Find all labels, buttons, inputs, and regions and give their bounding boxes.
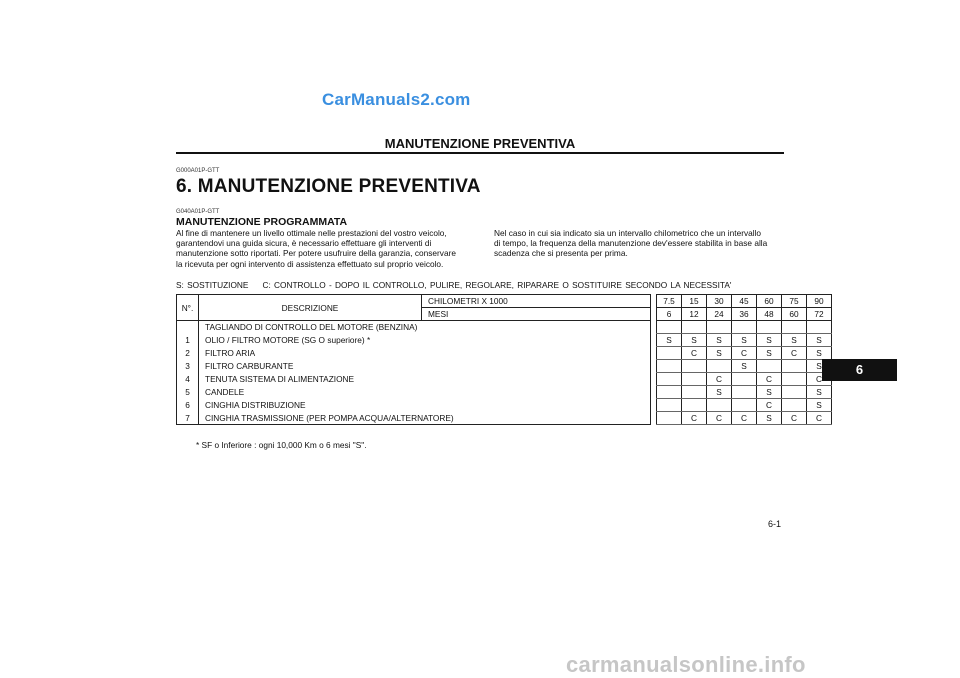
schedule-cell: C bbox=[682, 412, 707, 425]
month-interval: 36 bbox=[732, 308, 757, 321]
schedule-cell: C bbox=[732, 347, 757, 360]
legend-c: C: CONTROLLO - DOPO IL CONTROLLO, PULIRE, REGOLARE, RIPARARE O SOSTITUIRE SECONDO LA NECESSITA' bbox=[262, 280, 732, 290]
col-header-number: N°. bbox=[177, 295, 199, 321]
header-divider bbox=[176, 152, 784, 154]
km-interval: 30 bbox=[707, 295, 732, 308]
schedule-cell: S bbox=[732, 334, 757, 347]
schedule-cell bbox=[732, 399, 757, 412]
table-row bbox=[177, 412, 832, 425]
schedule-cell: S bbox=[782, 334, 807, 347]
row-number bbox=[177, 321, 199, 334]
schedule-cell: C bbox=[757, 373, 782, 386]
schedule-cell bbox=[682, 399, 707, 412]
schedule-cell: C bbox=[707, 373, 732, 386]
intro-left-line: manutenzione sotto riportati. Per potere usufruire della garanzia, conservare bbox=[176, 248, 456, 259]
schedule-cell bbox=[782, 399, 807, 412]
km-interval: 45 bbox=[732, 295, 757, 308]
schedule-cell bbox=[782, 373, 807, 386]
schedule-cell bbox=[682, 386, 707, 399]
schedule-cell bbox=[782, 321, 807, 334]
row-number: 5 bbox=[177, 386, 199, 399]
row-description: CINGHIA TRASMISSIONE (PER POMPA ACQUA/ALTERNATORE) bbox=[199, 412, 651, 425]
table-row bbox=[177, 399, 832, 412]
schedule-cell bbox=[657, 386, 682, 399]
km-interval: 7.5 bbox=[657, 295, 682, 308]
schedule-cell bbox=[757, 360, 782, 373]
row-description: FILTRO ARIA bbox=[199, 347, 651, 360]
page-header-title: MANUTENZIONE PREVENTIVA bbox=[384, 136, 576, 151]
month-interval: 24 bbox=[707, 308, 732, 321]
row-description: CANDELE bbox=[199, 386, 651, 399]
legend bbox=[176, 280, 731, 290]
intro-left-line: Al fine di mantenere un livello ottimale nelle prestazioni del vostro veicolo, bbox=[176, 228, 447, 238]
row-description: TENUTA SISTEMA DI ALIMENTAZIONE bbox=[199, 373, 651, 386]
intro-right-line: Nel caso in cui sia indicato sia un intervallo chilometrico che un intervallo bbox=[494, 228, 762, 238]
schedule-cell: S bbox=[757, 334, 782, 347]
schedule-cell bbox=[682, 360, 707, 373]
section-title: MANUTENZIONE PROGRAMMATA bbox=[176, 216, 348, 228]
month-interval: 72 bbox=[807, 308, 832, 321]
table-row bbox=[177, 334, 832, 347]
km-label: CHILOMETRI X 1000 bbox=[422, 295, 651, 308]
schedule-cell bbox=[782, 386, 807, 399]
schedule-cell: S bbox=[807, 347, 832, 360]
schedule-cell: C bbox=[782, 347, 807, 360]
page-number: 6-1 bbox=[768, 519, 782, 529]
schedule-cell: S bbox=[682, 334, 707, 347]
schedule-cell: S bbox=[807, 360, 832, 373]
schedule-cell: C bbox=[807, 412, 832, 425]
schedule-cell: S bbox=[807, 334, 832, 347]
month-interval: 12 bbox=[682, 308, 707, 321]
schedule-cell bbox=[782, 360, 807, 373]
intro-right-line: di tempo, la frequenza della manutenzione dev'essere stabilita in base alla bbox=[494, 238, 768, 249]
row-description: CINGHIA DISTRIBUZIONE bbox=[199, 399, 651, 412]
schedule-cell bbox=[657, 347, 682, 360]
watermark-carmanuals2: CarManuals2.com bbox=[322, 90, 471, 109]
schedule-cell: S bbox=[807, 399, 832, 412]
km-interval: 15 bbox=[682, 295, 707, 308]
schedule-cell bbox=[732, 321, 757, 334]
schedule-cell: C bbox=[682, 347, 707, 360]
schedule-cell: C bbox=[757, 399, 782, 412]
table-header-row bbox=[177, 295, 832, 308]
schedule-cell: S bbox=[657, 334, 682, 347]
schedule-cell bbox=[657, 360, 682, 373]
schedule-cell bbox=[657, 321, 682, 334]
schedule-cell: S bbox=[707, 386, 732, 399]
table-row bbox=[177, 386, 832, 399]
km-interval: 90 bbox=[807, 295, 832, 308]
row-description: OLIO / FILTRO MOTORE (SG O superiore) * bbox=[199, 334, 651, 347]
legend-s: S: SOSTITUZIONE bbox=[176, 280, 249, 290]
row-number: 2 bbox=[177, 347, 199, 360]
intro-right-line: scadenza che si presenta per prima. bbox=[494, 248, 628, 259]
months-label: MESI bbox=[422, 308, 651, 321]
table-row bbox=[177, 373, 832, 386]
watermark-carmanualsonline: carmanualsonline.info bbox=[566, 652, 806, 677]
schedule-cell: S bbox=[807, 386, 832, 399]
schedule-cell bbox=[732, 373, 757, 386]
schedule-cell bbox=[707, 399, 732, 412]
month-interval: 6 bbox=[657, 308, 682, 321]
intro-left-line: la ricevuta per ogni intervento di assistenza effettuato sul proprio veicolo. bbox=[176, 258, 444, 269]
chapter-code: G000A01P-GTT bbox=[176, 168, 220, 174]
schedule-cell: C bbox=[782, 412, 807, 425]
schedule-cell: C bbox=[732, 412, 757, 425]
schedule-cell: S bbox=[707, 347, 732, 360]
schedule-cell: S bbox=[707, 334, 732, 347]
group-title: TAGLIANDO DI CONTROLLO DEL MOTORE (BENZINA) bbox=[199, 321, 651, 334]
km-interval: 75 bbox=[782, 295, 807, 308]
row-number: 6 bbox=[177, 399, 199, 412]
table-row bbox=[177, 347, 832, 360]
month-interval: 60 bbox=[782, 308, 807, 321]
schedule-cell bbox=[757, 321, 782, 334]
table-group-row bbox=[177, 321, 832, 334]
schedule-cell: S bbox=[757, 347, 782, 360]
row-number: 1 bbox=[177, 334, 199, 347]
schedule-cell bbox=[657, 399, 682, 412]
intro-paragraph-right bbox=[494, 228, 784, 259]
schedule-cell: C bbox=[707, 412, 732, 425]
schedule-cell: S bbox=[732, 360, 757, 373]
section-code: G040A01P-GTT bbox=[176, 209, 220, 215]
table-row bbox=[177, 360, 832, 373]
schedule-cell bbox=[657, 412, 682, 425]
schedule-cell bbox=[682, 321, 707, 334]
schedule-cell: S bbox=[757, 412, 782, 425]
schedule-cell: C bbox=[807, 373, 832, 386]
row-description: FILTRO CARBURANTE bbox=[199, 360, 651, 373]
footnote: * SF o Inferiore : ogni 10,000 Km o 6 mesi "S". bbox=[196, 440, 367, 450]
schedule-cell bbox=[807, 321, 832, 334]
chapter-title: 6. MANUTENZIONE PREVENTIVA bbox=[176, 176, 481, 197]
row-number: 3 bbox=[177, 360, 199, 373]
row-number: 4 bbox=[177, 373, 199, 386]
intro-left-line: garantendovi una guida sicura, è necessario effettuare gli interventi di bbox=[176, 238, 432, 249]
schedule-cell bbox=[732, 386, 757, 399]
row-number: 7 bbox=[177, 412, 199, 425]
maintenance-schedule-table bbox=[176, 294, 832, 425]
col-header-description: DESCRIZIONE bbox=[199, 295, 422, 321]
chapter-tab-marker: 6 bbox=[822, 359, 897, 381]
intro-paragraph-left bbox=[176, 228, 466, 269]
schedule-cell bbox=[682, 373, 707, 386]
km-interval: 60 bbox=[757, 295, 782, 308]
schedule-cell bbox=[707, 321, 732, 334]
schedule-cell: S bbox=[757, 386, 782, 399]
schedule-cell bbox=[707, 360, 732, 373]
month-interval: 48 bbox=[757, 308, 782, 321]
schedule-cell bbox=[657, 373, 682, 386]
